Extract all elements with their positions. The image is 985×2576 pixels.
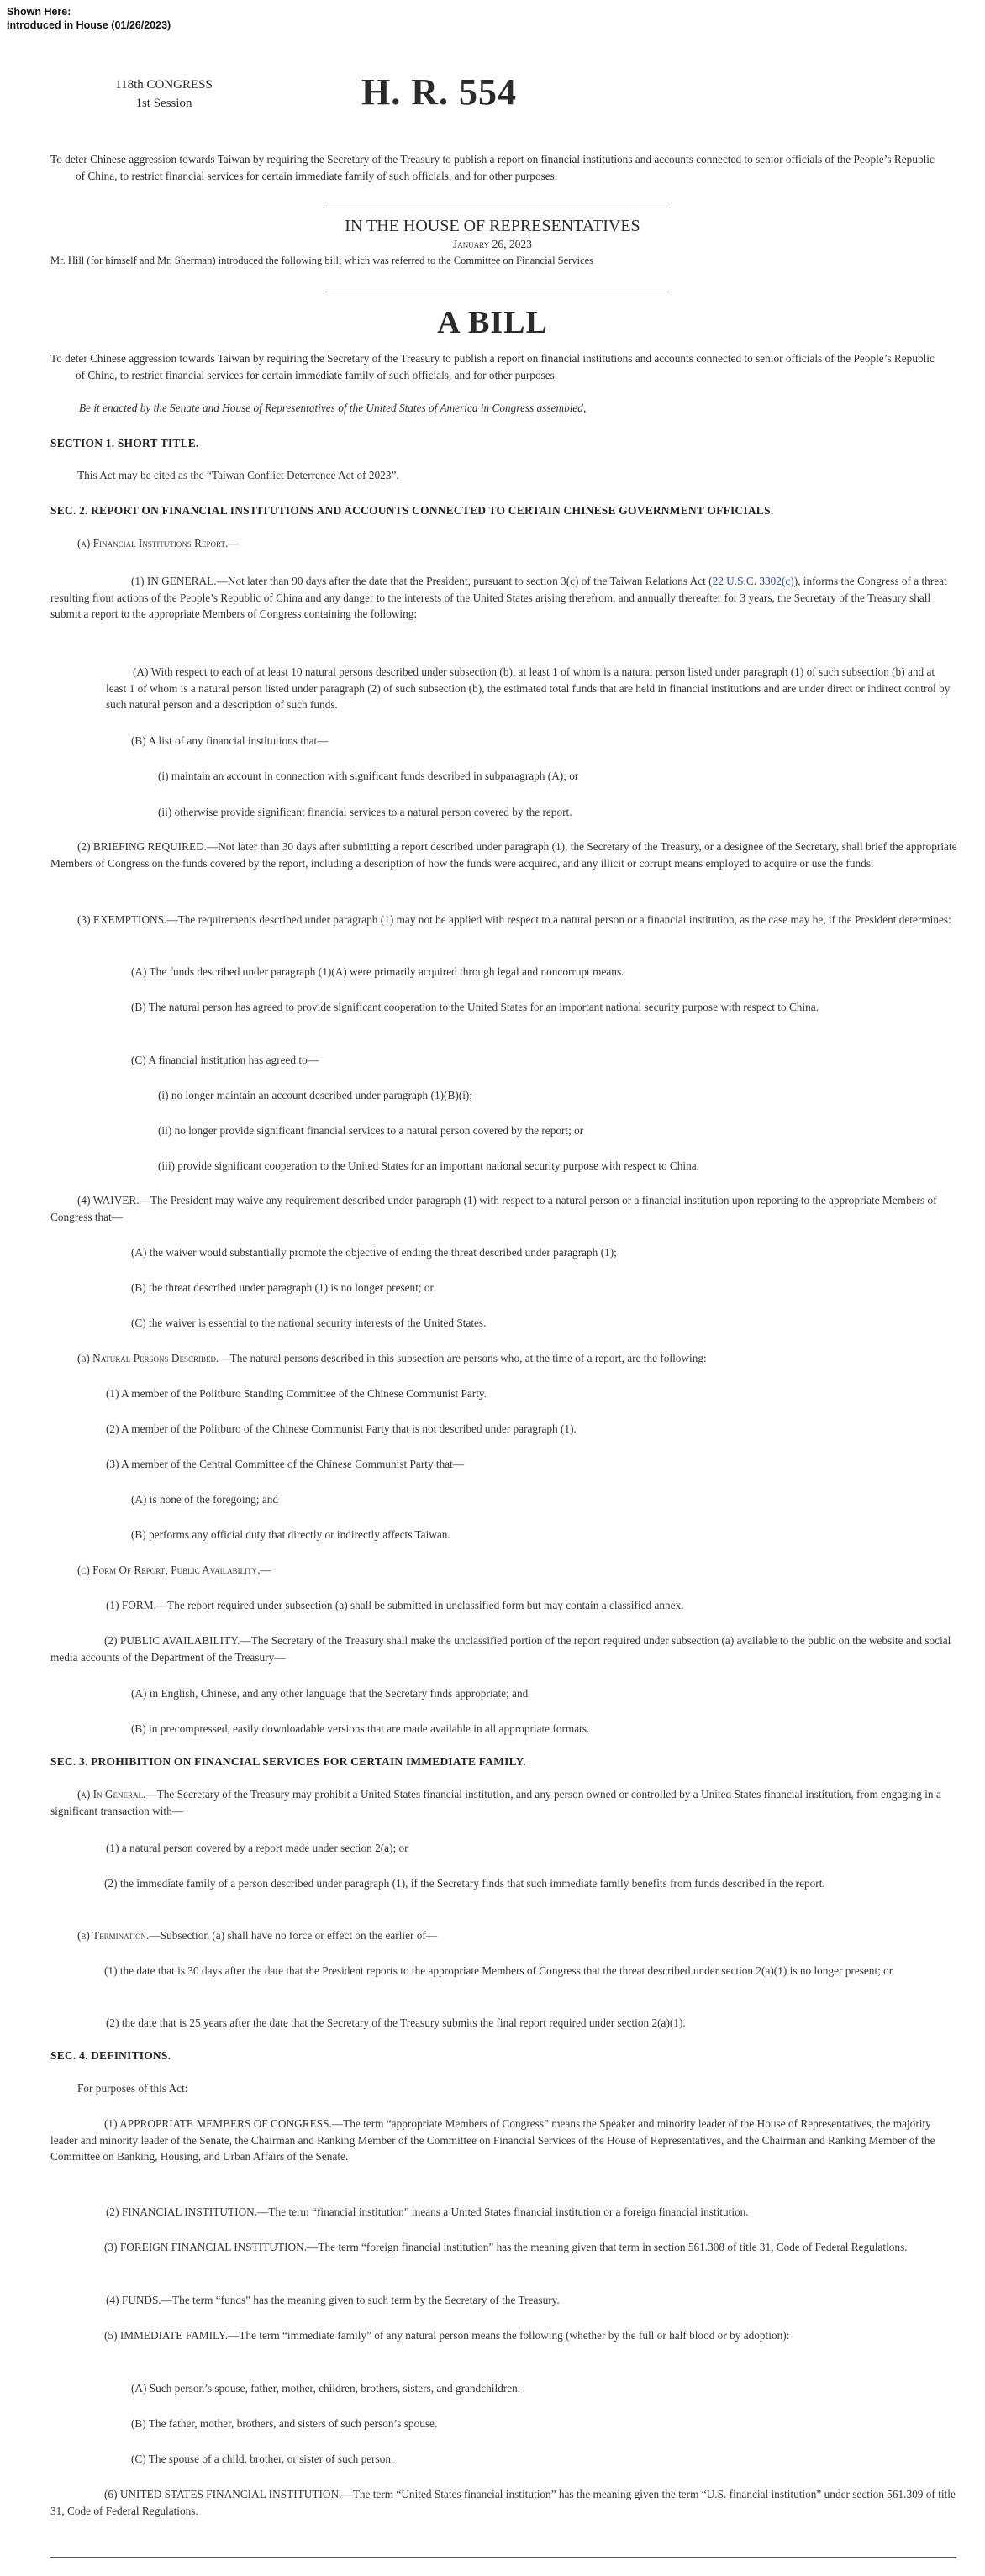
short-title-text: This Act may be cited as the “Taiwan Conflict Deterrence Act of 2023”. [77, 469, 399, 481]
subparagraph-2a3A: (A) The funds described under paragraph (1)(A) were primarily acquired through legal and noncorrupt means. [131, 965, 624, 978]
paragraph-2a1-end: ), informs the Congress of a threat resulting from actions of the People’s Republic of China and any danger to the interests of the United States arising therefrom, and annually thereafter for 3 years, the Secretary of the Treasury shall submit a report to the appropriate Members of Congress containing the following: [50, 575, 947, 620]
paragraph-2a2: (2) BRIEFING REQUIRED.—Not later than 30 days after submitting a report described under paragraph (1), the Secretary of the Treasury, or a designee of the Secretary, shall brief the appropriate Members of Congress on the funds covered by the report, including a description of how the funds were acquired, and any illicit or corrupt means employed to acquire or use the funds. [50, 840, 957, 870]
clause-2a3Cii: (ii) no longer provide significant financial services to a natural person covered by the report; or [158, 1124, 584, 1137]
subparagraph-2a3C: (C) A financial institution has agreed to— [131, 1054, 319, 1066]
definition-5C: (C) The spouse of a child, brother, or sister of such person. [131, 2452, 394, 2465]
subsection-2c-heading: (c) Form Of Report; Public Availability.— [77, 1564, 271, 1576]
house-title: IN THE HOUSE OF REPRESENTATIVES [345, 217, 640, 235]
bottom-divider [50, 2557, 956, 2558]
purpose-text: To deter Chinese aggression towards Taiwan by requiring the Secretary of the Treasury to publish a report on financial institutions and accounts connected to senior officials of the People’s Republic of China, to restrict financial services for certain immediate family of such officials, and for other purposes. [50, 153, 935, 182]
bill-number: H. R. 554 [361, 71, 517, 113]
definition-us-financial-institution: (6) UNITED STATES FINANCIAL INSTITUTION.—The term “United States financial institution” has the meaning given the term “U.S. financial institution” under section 561.309 of title 31, Code of Federal Regulations. [50, 2488, 956, 2517]
usc-citation-link[interactable]: 22 U.S.C. 3302(c) [712, 575, 794, 587]
subsection-3a [50, 1786, 958, 1819]
definition-foreign-financial-institution: (3) FOREIGN FINANCIAL INSTITUTION.—The term “foreign financial institution” has the meaning given that term in section 561.308 of title 31, Code of Federal Regulations. [104, 2241, 908, 2253]
subsection-2b [77, 1350, 960, 1367]
subsection-3b [77, 1927, 960, 1944]
definition-5B: (B) The father, mother, brothers, and sisters of such person’s spouse. [131, 2417, 438, 2430]
section-4-heading: SEC. 4. DEFINITIONS. [50, 2049, 171, 2062]
congress-session-block [92, 76, 235, 113]
clause-2a3Ci: (i) no longer maintain an account described under paragraph (1)(B)(i); [158, 1089, 473, 1101]
subparagraph-2a3B: (B) The natural person has agreed to provide significant cooperation to the United States for an important national security purpose with respect to China. [131, 1001, 819, 1013]
section-3-heading: SEC. 3. PROHIBITION ON FINANCIAL SERVICES FOR CERTAIN IMMEDIATE FAMILY. [50, 1755, 526, 1768]
subparagraph-2a4A: (A) the waiver would substantially promote the objective of ending the threat described under paragraph (1); [131, 1246, 617, 1259]
subsection-3b-heading: (b) Termination. [77, 1929, 150, 1942]
definition-immediate-family: (5) IMMEDIATE FAMILY.—The term “immediate family” of any natural person means the following (whether by the full or half blood or by adoption): [104, 2329, 790, 2342]
paragraph-2b3: (3) A member of the Central Committee of the Chinese Communist Party that— [106, 1458, 465, 1470]
paragraph-2a3: (3) EXEMPTIONS.—The requirements described under paragraph (1) may not be applied with respect to a natural person or a financial institution, as the case may be, if the President determines: [77, 913, 951, 926]
definition-financial-institution: (2) FINANCIAL INSTITUTION.—The term “financial institution” means a United States financial institution or a foreign financial institution. [106, 2205, 749, 2218]
sponsor-introduction: Mr. Hill (for himself and Mr. Sherman) introduced the following bill; which was referred to the Committee on Financial Services [50, 255, 594, 266]
subsection-3b-text: —Subsection (a) shall have no force or effect on the earlier of— [149, 1929, 438, 1942]
subparagraph-2a1A: (A) With respect to each of at least 10 natural persons described under subsection (b), at least 1 of whom is a natural person listed under paragraph (1) of such subsection (b) and at least 1 of whom is a natural person listed under paragraph (2) of such subsection (b), the estimated total funds that are held in financial institutions and are under direct or indirect control by such natural person and a description of such funds. [106, 665, 951, 711]
paragraph-2c1: (1) FORM.—The report required under subsection (a) shall be submitted in unclassified form but may contain a classified annex. [106, 1599, 684, 1611]
clause-2a1Bii: (ii) otherwise provide significant financial services to a natural person covered by the report. [158, 806, 572, 818]
status-note-label: Shown Here: [7, 6, 71, 18]
subsection-3a-text: —The Secretary of the Treasury may prohibit a United States financial institution, and any person owned or controlled by a United States financial institution, from engaging in a significant transaction with— [50, 1788, 941, 1817]
purpose-text-repeat: To deter Chinese aggression towards Taiwan by requiring the Secretary of the Treasury to publish a report on financial institutions and accounts connected to senior officials of the People’s Republic of China, to restrict financial services for certain immediate family of such officials, and for other purposes. [50, 352, 935, 381]
definition-appropriate-members: (1) APPROPRIATE MEMBERS OF CONGRESS.—The term “appropriate Members of Congress” means the Speaker and minority leader of the House of Representatives, the majority leader and minority leader of the Senate, the Chairman and Ranking Member of the Committee on Financial Services of the House of Representatives, and the Chairman and Ranking Member of the Committee on Banking, Housing, and Urban Affairs of the Senate. [50, 2117, 935, 2163]
paragraph-2c2: (2) PUBLIC AVAILABILITY.—The Secretary of the Treasury shall make the unclassified portion of the report required under subsection (a) available to the public on the website and social media accounts of the Department of the Treasury— [50, 1634, 951, 1664]
section-1-heading: SECTION 1. SHORT TITLE. [50, 437, 199, 449]
definition-funds: (4) FUNDS.—The term “funds” has the meaning given to such term by the Secretary of the Treasury. [106, 2294, 560, 2306]
subparagraph-2c2A: (A) in English, Chinese, and any other language that the Secretary finds appropriate; and [131, 1687, 529, 1700]
definition-5A: (A) Such person’s spouse, father, mother, children, brothers, sisters, and grandchildren. [131, 2382, 521, 2395]
subparagraph-2c2B: (B) in precompressed, easily downloadable versions that are made available in all appropriate formats. [131, 1722, 590, 1735]
section-2-heading: SEC. 2. REPORT ON FINANCIAL INSTITUTIONS AND ACCOUNTS CONNECTED TO CERTAIN CHINESE GOVERNMENT OFFICIALS. [50, 504, 774, 517]
paragraph-2a4: (4) WAIVER.—The President may waive any requirement described under paragraph (1) with respect to a natural person or a financial institution upon reporting to the appropriate Members of Congress that— [50, 1194, 937, 1223]
introduction-date: January 26, 2023 [453, 238, 532, 250]
a-bill-title: A BILL [437, 305, 548, 340]
clause-2a1Bi: (i) maintain an account in connection with significant funds described in subparagraph (A); or [158, 770, 579, 782]
subparagraph-2b3A: (A) is none of the foregoing; and [131, 1493, 279, 1506]
paragraph-2a1-start: (1) IN GENERAL.—Not later than 90 days after the date that the President, pursuant to section 3(c) of the Taiwan Relations Act ( [131, 575, 713, 587]
subsection-2b-text: —The natural persons described in this subsection are persons who, at the time of a report, are the following: [219, 1352, 707, 1364]
subparagraph-2b3B: (B) performs any official duty that directly or indirectly affects Taiwan. [131, 1528, 450, 1541]
definitions-intro: For purposes of this Act: [77, 2082, 188, 2095]
clause-2a3Ciii: (iii) provide significant cooperation to the United States for an important national security purpose with respect to China. [158, 1159, 699, 1172]
paragraph-3b1: (1) the date that is 30 days after the date that the President reports to the appropriate Members of Congress that the threat described under section 2(a)(1) is no longer present; or [104, 1964, 893, 1977]
paragraph-2a1 [50, 573, 958, 623]
congress-label: 118th CONGRESS [115, 78, 213, 92]
subsection-a-heading: (a) Financial Institutions Report.— [77, 537, 240, 549]
enacting-clause: Be it enacted by the Senate and House of Representatives of the United States of America in Congress assembled, [79, 402, 587, 414]
subparagraph-2a4B: (B) the threat described under paragraph (1) is no longer present; or [131, 1281, 434, 1294]
paragraph-3a1: (1) a natural person covered by a report made under section 2(a); or [106, 1842, 408, 1854]
status-note [7, 5, 171, 32]
paragraph-3a2: (2) the immediate family of a person described under paragraph (1), if the Secretary finds that such immediate family benefits from funds described in the report. [104, 1877, 825, 1890]
subsection-2b-heading: (b) Natural Persons Described. [77, 1352, 219, 1364]
paragraph-2b2: (2) A member of the Politburo of the Chinese Communist Party that is not described under paragraph (1). [106, 1422, 577, 1435]
session-label: 1st Session [135, 97, 192, 110]
paragraph-3b2: (2) the date that is 25 years after the date that the Secretary of the Treasury submits the final report required under section 2(a)(1). [106, 2016, 686, 2029]
paragraph-2b1: (1) A member of the Politburo Standing Committee of the Chinese Communist Party. [106, 1387, 487, 1400]
subsection-3a-heading: (a) In General. [77, 1788, 146, 1801]
status-note-version: Introduced in House (01/26/2023) [7, 19, 171, 31]
subparagraph-2a1B: (B) A list of any financial institutions that— [131, 734, 329, 747]
subparagraph-2a4C: (C) the waiver is essential to the national security interests of the United States. [131, 1317, 487, 1329]
